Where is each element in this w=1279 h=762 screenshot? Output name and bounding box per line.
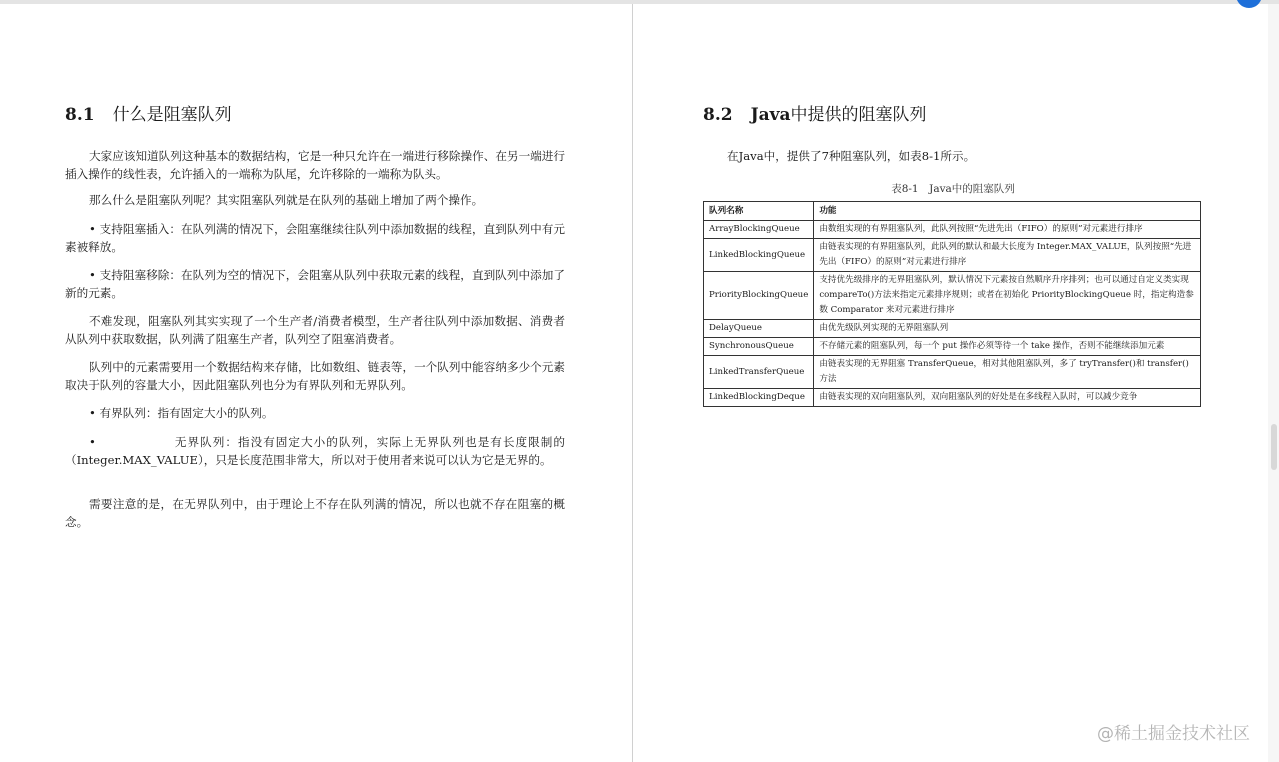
bullet-blocking-insert: • 支持阻塞插入：在队列满的情况下，会阻塞继续往队列中添加数据的线程，直到队列中有元素被释放。: [65, 222, 565, 254]
queue-name-cell: ArrayBlockingQueue: [704, 221, 814, 239]
paragraph-what-is: 那么什么是阻塞队列呢？其实阻塞队列就是在队列的基础上增加了两个操作。: [89, 193, 484, 207]
table-row: [704, 389, 1201, 407]
paragraph-note: 需要注意的是，在无界队列中，由于理论上不存在队列满的情况，所以也就不存在阻塞的概念。: [65, 497, 565, 529]
queue-function-cell: 由链表实现的双向阻塞队列，双向阻塞队列的好处是在多线程入队时，可以减少竞争: [814, 389, 1201, 407]
bullet-text: 无界队列：指没有固定大小的队列，实际上无界队列也是有长度限制的（Integer.MAX_VALUE），只是长度范围非常大，所以对于使用者来说可以认为它是无界的。: [65, 435, 565, 467]
queue-name-cell: LinkedBlockingDeque: [704, 389, 814, 407]
table-row: [704, 338, 1201, 356]
paragraph-intro: 大家应该知道队列这种基本的数据结构，它是一种只允许在一端进行移除操作、在另一端进行插入操作的线性表，允许插入的一端称为队尾，允许移除的一端称为队头。: [65, 149, 565, 181]
table-row: [704, 356, 1201, 389]
bullet-blocking-remove: • 支持阻塞移除：在队列为空的情况下，会阻塞从队列中获取元素的线程，直到队列中添加了新的元素。: [65, 268, 565, 300]
queue-function-cell: 由链表实现的有界阻塞队列，此队列的默认和最大长度为 Integer.MAX_VALUE，队列按照“先进先出（FIFO）的原则”对元素进行排序: [814, 239, 1201, 272]
section-title: 中提供的阻塞队列: [790, 105, 927, 125]
corner-action-button[interactable]: [1236, 0, 1262, 8]
queue-function-cell: 由链表实现的无界阻塞 TransferQueue，相对其他阻塞队列，多了 tryTransfer()和 transfer()方法: [814, 356, 1201, 389]
bullet-bounded-queue: • 有界队列：指有固定大小的队列。: [89, 406, 274, 420]
queue-function-cell: 不存储元素的阻塞队列，每一个 put 操作必须等待一个 take 操作，否则不能继续添加元素: [814, 338, 1201, 356]
bullet-marker: •: [89, 435, 96, 449]
queue-function-cell: 由优先级队列实现的无界阻塞队列: [814, 320, 1201, 338]
table-caption: 表8-1 Java中的阻塞队列: [891, 183, 1015, 195]
queue-name-cell: LinkedTransferQueue: [704, 356, 814, 389]
blocking-queue-table: [703, 201, 1201, 407]
section-heading-8-1: [65, 104, 232, 126]
section-heading-8-2: [703, 104, 927, 126]
bullet-unbounded-queue: [65, 433, 565, 469]
section-title: 什么是阻塞队列: [112, 105, 232, 125]
table-row: [704, 239, 1201, 272]
table-row: [704, 272, 1201, 320]
table-header-row: [704, 202, 1201, 221]
header-function: 功能: [814, 202, 1201, 221]
section-title-java: Java: [750, 105, 791, 125]
section-number: 8.1: [65, 105, 95, 125]
viewer-top-bar: [0, 0, 1279, 4]
queue-name-cell: DelayQueue: [704, 320, 814, 338]
queue-name-cell: LinkedBlockingQueue: [704, 239, 814, 272]
page-divider: [632, 4, 633, 762]
header-queue-name: 队列名称: [704, 202, 814, 221]
section-number: 8.2: [703, 105, 733, 125]
paragraph-intro-java: 在Java中，提供了7种阻塞队列，如表8-1所示。: [727, 149, 976, 163]
table-row: [704, 320, 1201, 338]
queue-name-cell: PriorityBlockingQueue: [704, 272, 814, 320]
queue-function-cell: 由数组实现的有界阻塞队列，此队列按照“先进先出（FIFO）的原则”对元素进行排序: [814, 221, 1201, 239]
scrollbar-thumb[interactable]: [1271, 424, 1277, 470]
queue-function-cell: 支持优先级排序的无界阻塞队列，默认情况下元素按自然顺序升序排列；也可以通过自定义类实现 compareTo()方法来指定元素排序规则；或者在初始化 PriorityBlockingQueue 时，指定构造参数 Comparator 来对元素进行排序: [814, 272, 1201, 320]
table-row: [704, 221, 1201, 239]
queue-name-cell: SynchronousQueue: [704, 338, 814, 356]
paragraph-producer-consumer: 不难发现，阻塞队列其实实现了一个生产者/消费者模型，生产者往队列中添加数据、消费者从队列中获取数据，队列满了阻塞生产者，队列空了阻塞消费者。: [65, 314, 565, 346]
site-watermark: @稀土掘金技术社区: [1097, 724, 1250, 744]
paragraph-capacity: 队列中的元素需要用一个数据结构来存储，比如数组、链表等，一个队列中能容纳多少个元素取决于队列的容量大小，因此阻塞队列也分为有界队列和无界队列。: [65, 360, 565, 392]
vertical-scrollbar[interactable]: [1268, 4, 1279, 762]
